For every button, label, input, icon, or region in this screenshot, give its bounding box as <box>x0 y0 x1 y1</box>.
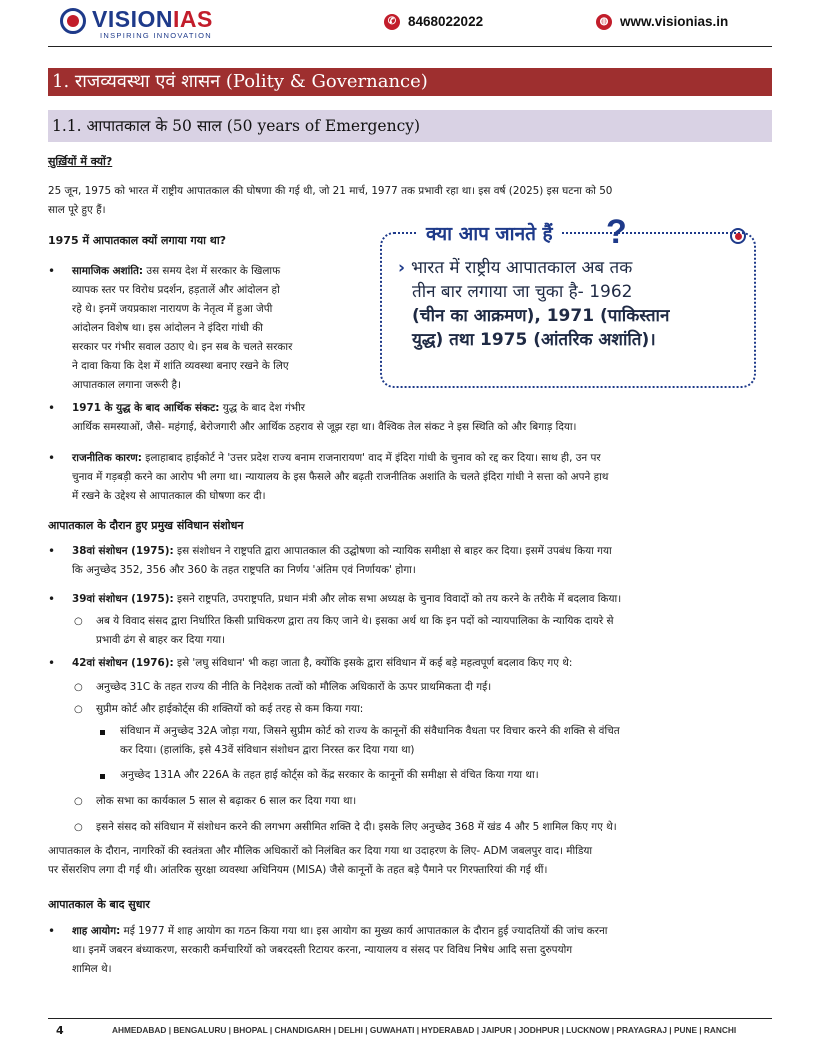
chevron-right-icon: › <box>398 258 406 278</box>
bullet-dot: • <box>48 401 56 415</box>
reforms-heading: आपातकाल के बाद सुधार <box>48 898 150 911</box>
economic-crisis-item: 1971 के युद्ध के बाद आर्थिक संकट: युद्ध के बाद देश गंभीर आर्थिक समस्याओं, जैसे- महंगाई, बेरोजगारी और आर्थिक ठहराव से जूझ रहा था। वैश्विक तेल संकट ने इस स्थिति को और बिगाड़ दिया। <box>72 402 577 433</box>
logo-emblem-icon <box>60 8 86 34</box>
amendment-39: 39वां संशोधन (1975): इसने राष्ट्रपति, उपराष्ट्रपति, प्रधान मंत्री और लोक सभा अध्यक्ष के चुनाव विवादों को तय करने के तरीके में बदलाव किया। <box>72 593 622 605</box>
sub-bullet-circle: ○ <box>74 822 83 833</box>
bullet-dot: • <box>48 264 56 278</box>
bullet-dot: • <box>48 656 56 670</box>
bullet-dot: • <box>48 544 56 558</box>
amendment-42-article31c: अनुच्छेद 31C के तहत राज्य की नीति के निदेशक तत्वों को मौलिक अधिकारों के ऊपर प्राथमिकता दी गई। <box>96 681 492 693</box>
bullet-dot: • <box>48 924 56 938</box>
social-unrest-item: सामाजिक अशांति: उस समय देश में सरकार के खिलाफ व्यापक स्तर पर विरोध प्रदर्शन, हड़तालें और आंदोलन हो रहे थे। इनमें जयप्रकाश नारायण के नेतृत्व में हुआ जेपी आंदोलन विशेष था। इस आंदोलन ने इंदिरा गांधी की सरकार पर गंभीर सवाल उठाए थे। इन सब के चलते सरकार ने दावा किया कि देश में शांति व्यवस्था बनाए रखने के लिए आपातकाल लगाना जरूरी है। <box>72 265 293 391</box>
footer-divider <box>48 1018 772 1019</box>
footer-cities: AHMEDABAD | BENGALURU | BHOPAL | CHANDIGARH | DELHI | GUWAHATI | HYDERABAD | JAIPUR | JODHPUR | LUCKNOW | PRAYAGRAJ | PUNE | RANCHI <box>112 1025 737 1035</box>
sub-bullet-circle: ○ <box>74 704 83 715</box>
amendments-heading: आपातकाल के दौरान हुए प्रमुख संविधान संशोधन <box>48 519 244 532</box>
why-news-heading: सुर्ख़ियों में क्यों? <box>48 155 113 168</box>
sub-bullet-circle: ○ <box>74 682 83 693</box>
callout-title: क्या आप जानते हैं <box>418 220 561 246</box>
header-divider <box>48 46 772 47</box>
amendment-42-article368: इसने संसद को संविधान में संशोधन करने की लगभग असीमित शक्ति दे दी। इसके लिए अनुच्छेद 368 में खंड 4 और 5 शामिल किए गए थे। <box>96 821 617 833</box>
bullet-dot: • <box>48 451 56 465</box>
section-title: 1. राजव्यवस्था एवं शासन (Polity & Governance) <box>48 68 772 96</box>
callout-body: › भारत में राष्ट्रीय आपातकाल अब तक तीन बार लगाया जा चुका है- 1962 (चीन का आक्रमण), 1971 (पाकिस्तान युद्ध) तथा 1975 (आंतरिक अशांति)। <box>398 258 670 350</box>
callout-logo-icon <box>730 228 746 244</box>
logo-text: VISIONIAS <box>92 6 213 32</box>
amendment-42-article131a: अनुच्छेद 131A और 226A के तहत हाई कोर्ट्स को केंद्र सरकार के कानूनों की समीक्षा से वंचित किया गया था। <box>120 769 539 781</box>
page-number: 4 <box>56 1024 64 1037</box>
sub-sub-bullet-square <box>100 730 105 735</box>
sub-bullet-circle: ○ <box>74 796 83 807</box>
phone-icon: ✆ <box>384 14 400 30</box>
amendment-42-courts: सुप्रीम कोर्ट और हाईकोर्ट्स की शक्तियों को कई तरह से कम किया गया: <box>96 703 364 715</box>
amendment-38: 38वां संशोधन (1975): इस संशोधन ने राष्ट्रपति द्वारा आपातकाल की उद्घोषणा को न्यायिक समीक्षा से बाहर कर दिया। इसमें उपबंध किया गया कि अनुच्छेद 352, 356 और 360 के तहत राष्ट्रपति का निर्णय 'अंतिम एवं निर्णायक' होगा। <box>72 545 612 576</box>
amendment-42: 42वां संशोधन (1976): इसे 'लघु संविधान' भी कहा जाता है, क्योंकि इसके द्वारा संविधान में कई बड़े महत्वपूर्ण बदलाव किए गए थे: <box>72 657 573 669</box>
why-news-text: 25 जून, 1975 को भारत में राष्ट्रीय आपातकाल की घोषणा की गई थी, जो 21 मार्च, 1977 तक प्रभावी रहा था। इस वर्ष (2025) इस घटना को 50 साल पूरे हुए हैं। <box>48 185 613 216</box>
rights-suspension-text: आपातकाल के दौरान, नागरिकों की स्वतंत्रता और मौलिक अधिकारों को निलंबित कर दिया गया था उदाहरण के लिए- ADM जबलपुर वाद। मीडिया पर सेंसरशिप लगा दी गई थी। आंतरिक सुरक्षा व्यवस्था अधिनियम (MISA) जैसे कानूनों के तहत बड़े पैमाने पर गिरफ्तारियां की गई थीं। <box>48 845 593 876</box>
did-you-know-callout <box>380 213 766 388</box>
political-reason-item: राजनीतिक कारण: इलाहाबाद हाईकोर्ट ने 'उत्तर प्रदेश राज्य बनाम राजनारायण' वाद में इंदिरा गांधी के चुनाव को रद्द कर दिया। साथ ही, उन पर चुनाव में गड़बड़ी करने का आरोप भी लगा था। न्यायालय के इस फैसले और बढ़ती राजनीतिक अशांति के चलते इंदिरा गांधी ने सत्ता को अपने हाथ में रखने के उद्देश्य से आपातकाल की घोषणा कर दी। <box>72 452 609 502</box>
sub-sub-bullet-square <box>100 774 105 779</box>
amendment-39-detail: अब ये विवाद संसद द्वारा निर्धारित किसी प्राधिकरण द्वारा तय किए जाने थे। इसका अर्थ था कि इन पदों को न्यायपालिका के न्यायिक दायरे से प्रभावी ढंग से बाहर कर दिया गया। <box>96 615 614 646</box>
amendment-42-loksabha: लोक सभा का कार्यकाल 5 साल से बढ़ाकर 6 साल कर दिया गया था। <box>96 795 357 807</box>
sub-bullet-circle: ○ <box>74 616 83 627</box>
reasons-heading: 1975 में आपातकाल क्यों लगाया गया था? <box>48 234 227 247</box>
bullet-dot: • <box>48 592 56 606</box>
website-link[interactable]: ◍ www.visionias.in <box>596 14 728 30</box>
question-mark-icon: ? <box>606 213 627 251</box>
logo-tagline: INSPIRING INNOVATION <box>100 31 212 40</box>
globe-icon: ◍ <box>596 14 612 30</box>
phone-contact: ✆ 8468022022 <box>384 14 483 30</box>
subsection-title: 1.1. आपातकाल के 50 साल (50 years of Emergency) <box>48 110 772 142</box>
amendment-42-article32a: संविधान में अनुच्छेद 32A जोड़ा गया, जिसने सुप्रीम कोर्ट को राज्य के कानूनों की संवैधानिक वैधता पर विचार करने की शक्ति से वंचित कर दिया। (हालांकि, इसे 43वें संविधान संशोधन द्वारा निरस्त कर दिया गया था) <box>120 725 620 756</box>
shah-commission-item: शाह आयोग: मई 1977 में शाह आयोग का गठन किया गया था। इस आयोग का मुख्य कार्य आपातकाल के दौरान हुई ज्यादतियों की जांच करना था। इनमें जबरन बंध्याकरण, सरकारी कर्मचारियों को जबरदस्ती रिटायर करना, न्यायालय व संसद पर विविध निषेध आदि सत्ता दुरुपयोग शामिल थे। <box>72 925 608 975</box>
